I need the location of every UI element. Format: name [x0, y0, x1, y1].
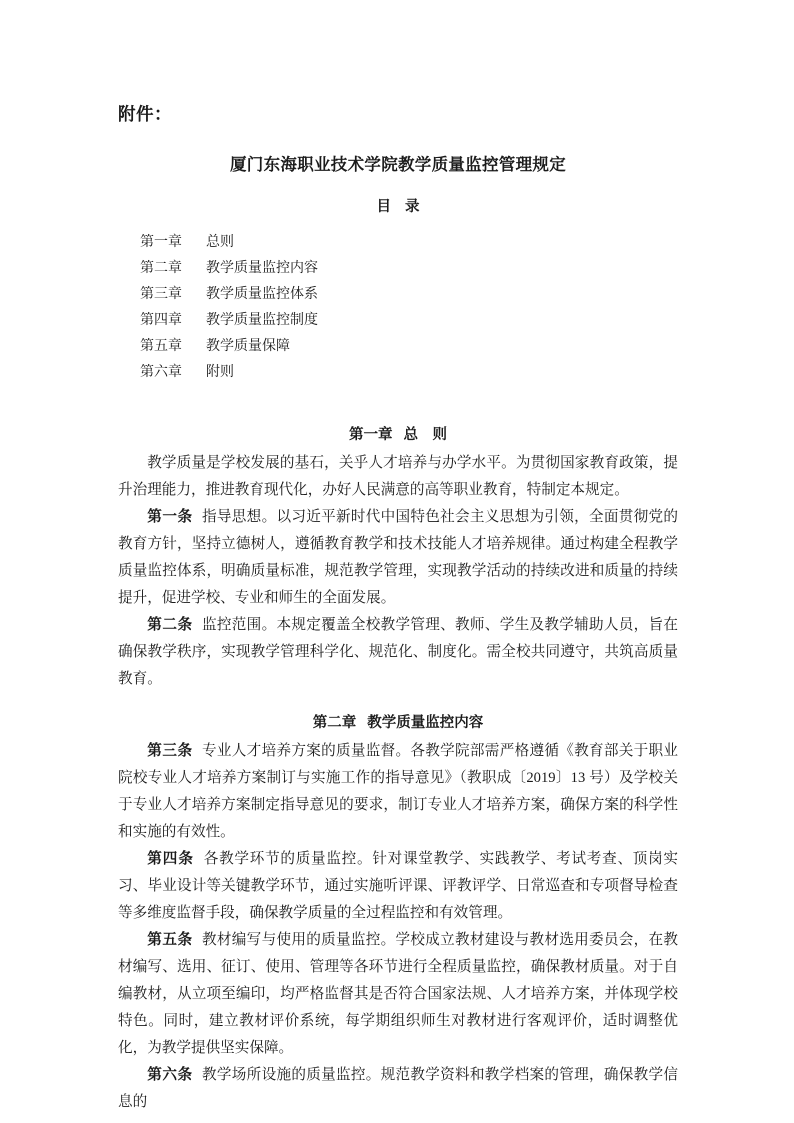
toc-item-chapter: 第六章	[140, 365, 182, 380]
attachment-label: 附件：	[118, 104, 172, 124]
article-number: 第三条	[147, 743, 193, 759]
document-content	[118, 0, 678, 1116]
toc-heading-left: 目	[376, 199, 391, 215]
toc-item-title: 教学质量监控制度	[206, 313, 318, 328]
toc-list	[118, 230, 678, 386]
toc-item-title: 教学质量监控体系	[206, 287, 318, 302]
article-paragraph-4	[118, 846, 678, 927]
toc-item[interactable]	[118, 334, 678, 360]
article-paragraph-3	[118, 738, 678, 846]
article-paragraph-6	[118, 1062, 678, 1116]
article-paragraph-2	[118, 612, 678, 693]
toc-item-chapter: 第四章	[140, 313, 182, 328]
article-text: 指导思想。以习近平新时代中国特色社会主义思想为引领，全面贯彻党的教育方针，坚持立德树人，遵循教育教学和技术技能人才培养规律。通过构建全程教学质量监控体系，明确质量标准，规范教学管理，实现教学活动的持续改进和质量的持续提升，促进学校、专业和师生的全面发展。	[118, 509, 678, 606]
chapter-one-title: 总 则	[403, 427, 447, 443]
article-number: 第二条	[147, 617, 193, 633]
toc-item[interactable]	[118, 230, 678, 256]
article-paragraph-1	[118, 504, 678, 612]
article-number: 第五条	[147, 932, 193, 948]
toc-item[interactable]	[118, 282, 678, 308]
preamble-paragraph: 教学质量是学校发展的基石，关乎人才培养与办学水平。为贯彻国家教育政策，提升治理能力，推进教育现代化，办好人民满意的高等职业教育，特制定本规定。	[118, 455, 678, 498]
toc-item[interactable]	[118, 308, 678, 334]
toc-item[interactable]	[118, 360, 678, 386]
article-text: 各教学环节的质量监控。针对课堂教学、实践教学、考试考查、顶岗实习、毕业设计等关键教学环节，通过实施听评课、评教评学、日常巡查和专项督导检查等多维度监督手段，确保教学质量的全过程监控和有效管理。	[118, 851, 678, 921]
toc-item-chapter: 第一章	[140, 235, 182, 250]
chapter-one-number: 第一章	[349, 427, 393, 443]
toc-item-chapter: 第五章	[140, 339, 182, 354]
chapter-heading-two	[118, 710, 678, 737]
article-text: 教材编写与使用的质量监控。学校成立教材建设与教材选用委员会，在教材编写、选用、征订、使用、管理等各环节进行全程质量监控，确保教材质量。对于自编教材，从立项至编印，均严格监督其是否符合国家法规、人才培养方案，并体现学校特色。同时，建立教材评价系统，每学期组织师生对教材进行客观评价，适时调整优化，为教学提供坚实保障。	[118, 932, 678, 1056]
article-text: 教学场所设施的质量监控。规范教学资料和教学档案的管理，确保教学信息的	[118, 1067, 678, 1110]
toc-item-title: 教学质量监控内容	[206, 261, 318, 276]
chapter-two-number: 第二章	[312, 715, 357, 731]
article-paragraph-5	[118, 927, 678, 1062]
toc-heading-right: 录	[405, 199, 420, 215]
toc-item-chapter: 第二章	[140, 261, 182, 276]
article-number: 第一条	[147, 509, 193, 525]
toc-item-title: 总则	[206, 235, 234, 250]
chapter-heading-one	[118, 422, 678, 449]
document-title: 厦门东海职业技术学院教学质量监控管理规定	[230, 155, 566, 174]
article-text: 监控范围。本规定覆盖全校教学管理、教师、学生及教学辅助人员，旨在确保教学秩序，实现教学管理科学化、规范化、制度化。需全校共同遵守，共筑高质量教育。	[118, 617, 678, 687]
toc-heading	[118, 196, 678, 218]
toc-item-title: 附则	[206, 365, 234, 380]
article-number: 第四条	[147, 851, 195, 867]
article-text: 专业人才培养方案的质量监督。各教学院部需严格遵循《教育部关于职业院校专业人才培养方案制订与实施工作的指导意见》（教职成〔2019〕13 号）及学校关于专业人才培养方案制定指导意见的要求，制订专业人才培养方案，确保方案的科学性和实施的有效性。	[118, 743, 678, 840]
article-number: 第六条	[147, 1067, 193, 1083]
toc-item-title: 教学质量保障	[206, 339, 290, 354]
chapter-two-title: 教学质量监控内容	[367, 715, 484, 731]
toc-item-chapter: 第三章	[140, 287, 182, 302]
toc-item[interactable]	[118, 256, 678, 282]
